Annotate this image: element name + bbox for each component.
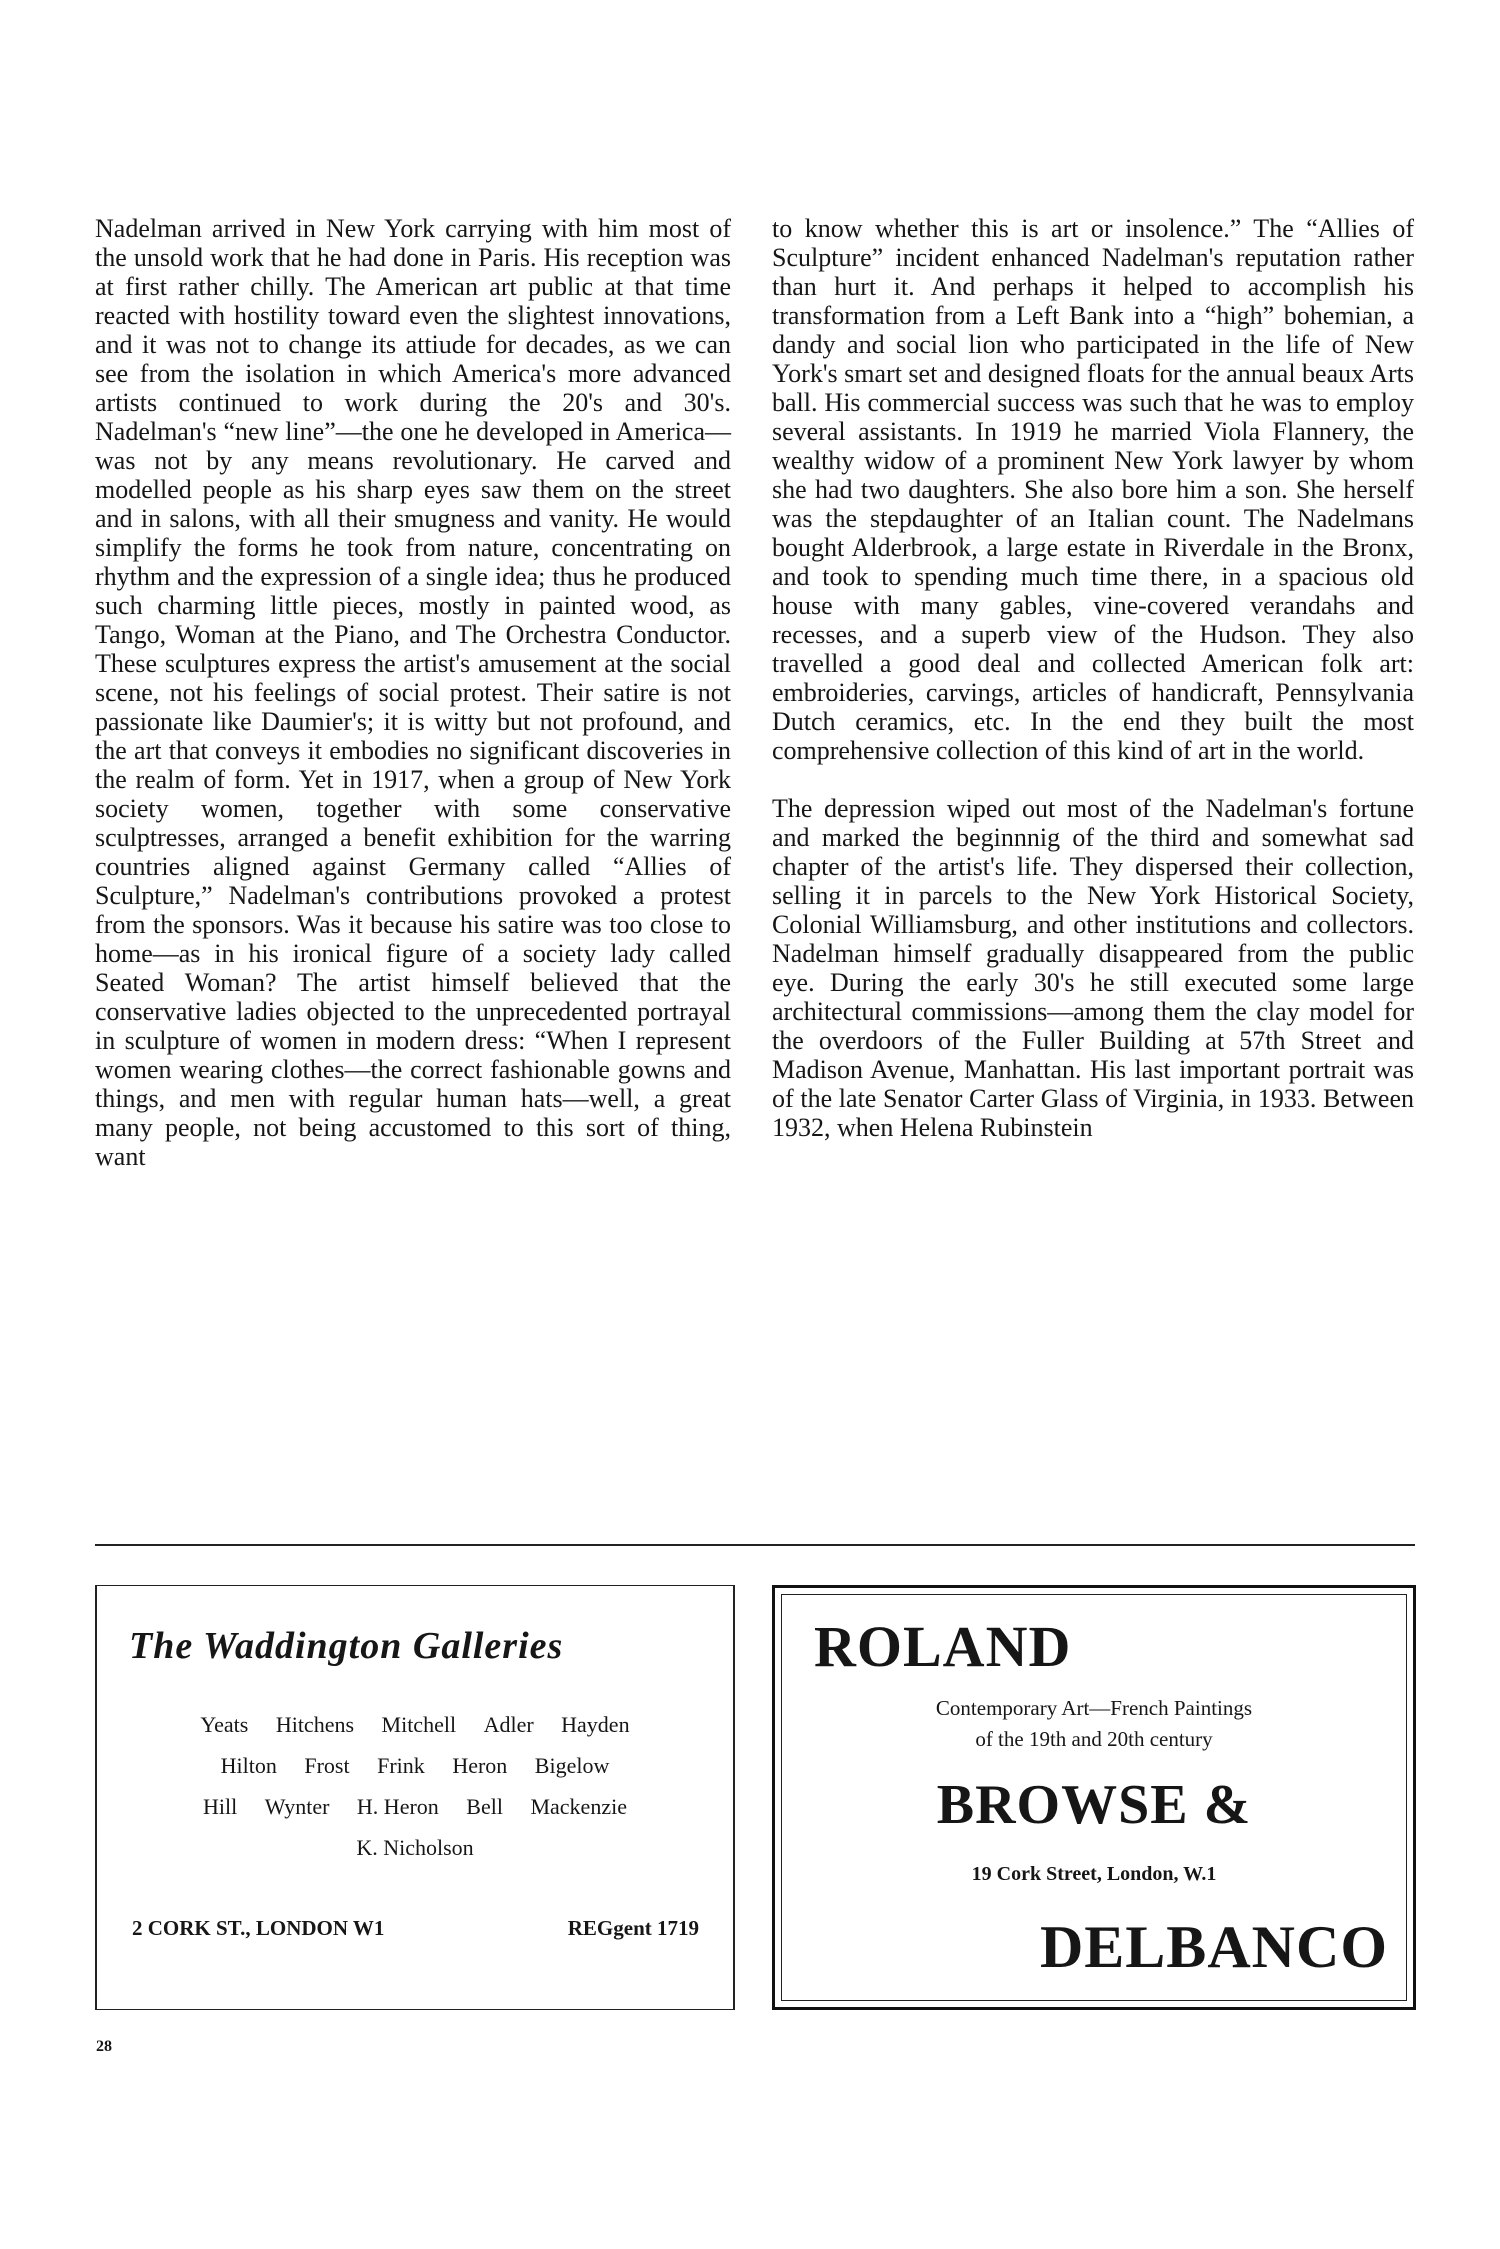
artist-list (97, 1704, 733, 1868)
gallery-phone: REGgent 1719 (567, 1916, 699, 1940)
gallery-address: 2 CORK ST., LONDON W1 (132, 1916, 385, 1940)
description-line: of the 19th and 20th century (975, 1727, 1213, 1751)
article-column-right (772, 214, 1414, 1142)
article-paragraph: The depression wiped out most of the Nadelman's fortune and marked the beginnnig of the third and somewhat sad chapter of the artist's life. They dispersed their collection, selling it in parcels to the New York Historical Society, Colonial Williamsburg, and other institutions and collectors. Nadelman himself gradually disappeared from the public eye. During the early 30's he still executed some large architectural commissions—among them the clay model for the overdoors of the Fuller Building at 57th Street and Madison Avenue, Manhattan. His last important portrait was of the late Senator Carter Glass of Virginia, in 1933. Between 1932, when Helena Rubinstein (772, 794, 1414, 1142)
browse-heading: BROWSE & (936, 1774, 1252, 1836)
roland-browse-delbanco-ad (772, 1585, 1416, 2010)
artist-name: Yeats (200, 1712, 249, 1737)
artist-name: Adler (483, 1712, 534, 1737)
artist-name: Hayden (561, 1712, 630, 1737)
artist-name: Heron (452, 1753, 508, 1778)
artist-name: Bigelow (534, 1753, 610, 1778)
artist-name: Mackenzie (530, 1794, 627, 1819)
artist-name: Wynter (264, 1794, 330, 1819)
artist-name: Mitchell (381, 1712, 457, 1737)
artist-name: H. Heron (356, 1794, 439, 1819)
artist-name: Hilton (220, 1753, 277, 1778)
page-number: 28 (96, 2038, 112, 2055)
waddington-galleries-ad (95, 1585, 735, 2010)
article-column-left (95, 214, 731, 1171)
ad-inner-frame (781, 1594, 1407, 2001)
artist-name: Hitchens (275, 1712, 355, 1737)
article-paragraph: to know whether this is art or insolence.” The “Allies of Sculpture” incident enhanced Nadelman's reputation rather than hurt it. And perhaps it helped to accomplish his transformation from a Left Bank into a “high” bohemian, a dandy and social lion who participated in the life of New York's smart set and designed floats for the annual beaux Arts ball. His commercial success was such that he was to employ several assistants. In 1919 he married Viola Flannery, the wealthy widow of a prominent New York lawyer by whom she had two daughters. She also bore him a son. She herself was the stepdaughter of an Italian count. The Nadelmans bought Alderbrook, a large estate in Riverdale in the Bronx, and took to spending much time there, in a spacious old house with many gables, vine-covered verandahs and recesses, and a superb view of the Hudson. They also travelled a good deal and collected American folk art: embroideries, carvings, articles of handicraft, Pennsylvania Dutch ceramics, etc. In the end they built the most comprehensive collection of this kind of art in the world. (772, 214, 1414, 765)
delbanco-heading: DELBANCO (1039, 1914, 1388, 1980)
roland-description (782, 1693, 1406, 1755)
roland-address: 19 Cork Street, London, W.1 (971, 1863, 1217, 1885)
artist-name: Hill (203, 1794, 238, 1819)
artist-row (97, 1786, 733, 1827)
gallery-title: The Waddington Galleries (129, 1625, 564, 1667)
description-line: Contemporary Art—French Paintings (935, 1696, 1253, 1720)
artist-name: Frost (304, 1753, 350, 1778)
roland-heading: ROLAND (814, 1614, 1072, 1679)
artist-row (97, 1745, 733, 1786)
artist-row (97, 1827, 733, 1868)
section-divider (95, 1544, 1415, 1546)
artist-name: Bell (466, 1794, 503, 1819)
artist-row (97, 1704, 733, 1745)
artist-name: Frink (377, 1753, 425, 1778)
artist-name: K. Nicholson (356, 1835, 474, 1860)
article-paragraph: Nadelman arrived in New York carrying with him most of the unsold work that he had done in Paris. His reception was at first rather chilly. The American art public at that time reacted with hostility toward even the slightest innovations, and it was not to change its attiude for decades, as we can see from the isolation in which America's more advanced artists continued to work during the 20's and 30's. Nadelman's “new line”—the one he developed in America—was not by any means revolutionary. He carved and modelled people as his sharp eyes saw them on the street and in salons, with all their smugness and vanity. He would simplify the forms he took from nature, concentrating on rhythm and the expression of a single idea; thus he produced such charming little pieces, mostly in painted wood, as Tango, Woman at the Piano, and The Orchestra Conductor. These sculptures express the artist's amusement at the social scene, not his feelings of social protest. Their satire is not passionate like Daumier's; it is witty but not profound, and the art that conveys it embodies no significant discoveries in the realm of form. Yet in 1917, when a group of New York society women, together with some conservative sculptresses, arranged a benefit exhibition for the warring countries aligned against Germany called “Allies of Sculpture,” Nadelman's contributions provoked a protest from the sponsors. Was it because his satire was too close to home—as in his ironical figure of a society lady called Seated Woman? The artist himself believed that the conservative ladies objected to the unprecedented portrayal in sculpture of women in modern dress: “When I represent women wearing clothes—the correct fashionable gowns and things, and men with regular human hats—well, a great many people, not being accustomed to this sort of thing, want (95, 214, 731, 1171)
